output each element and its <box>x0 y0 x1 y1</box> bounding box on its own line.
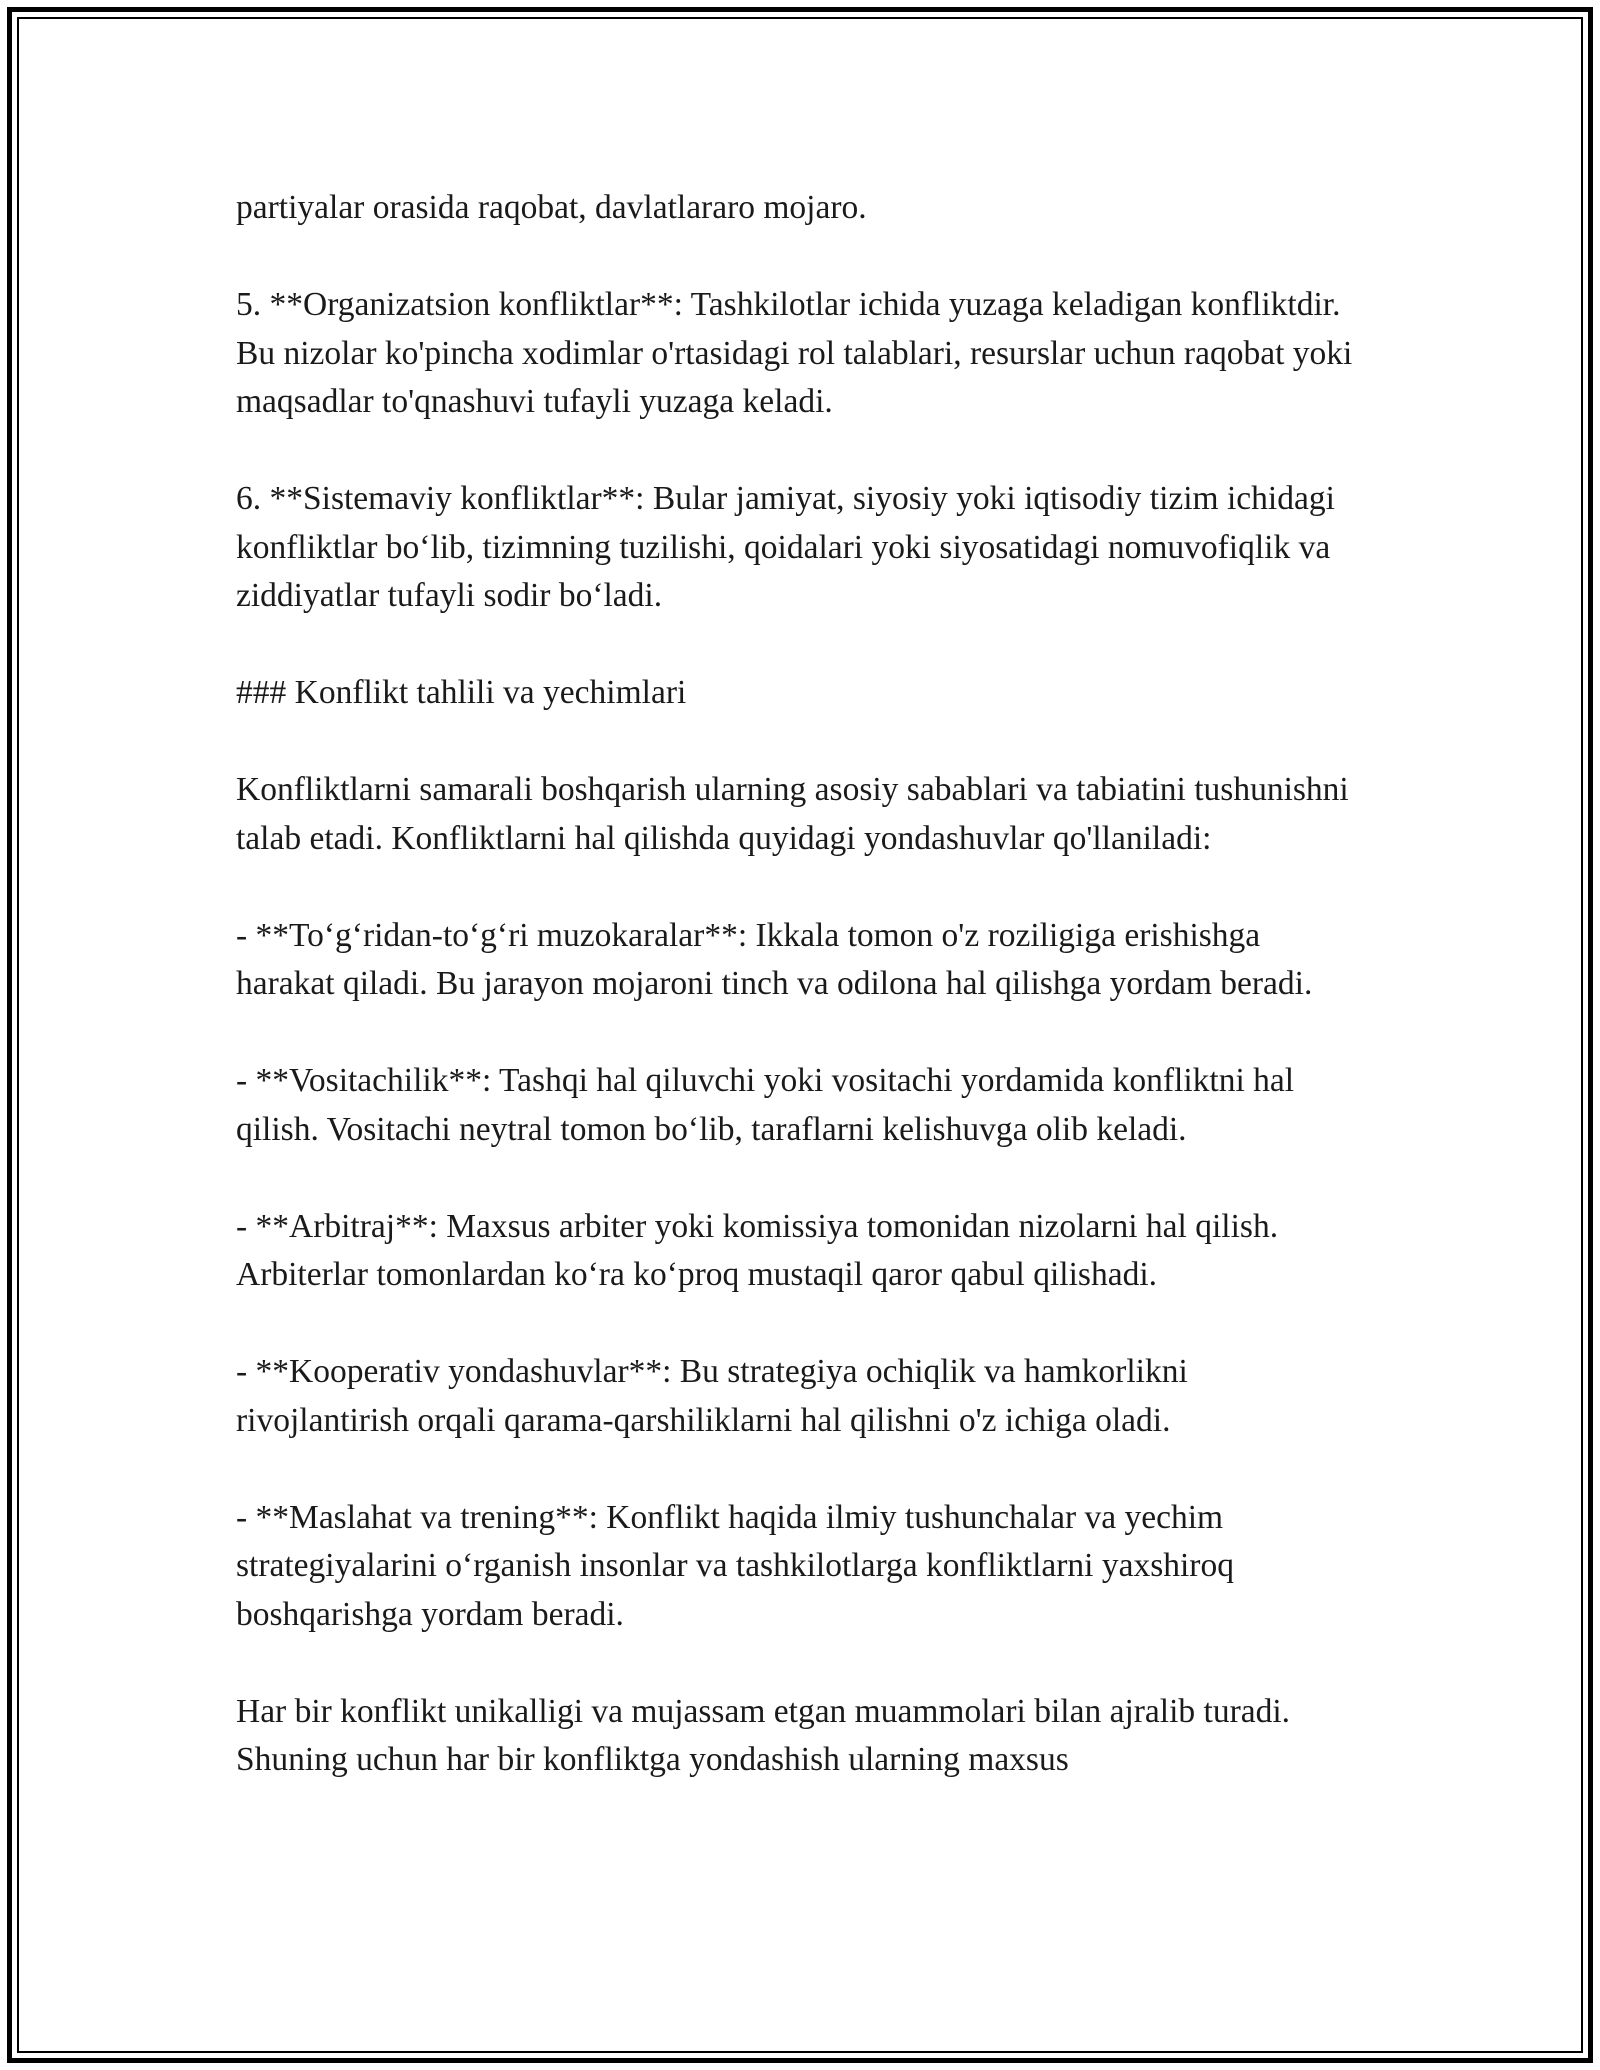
paragraph-intro-tail: partiyalar orasida raqobat, davlatlararo mojaro. <box>236 189 867 226</box>
paragraph-systemic-conflicts: 6. **Sistemaviy konfliktlar**: Bular jamiyat, siyosiy yoki iqtisodiy tizim ichidagi konfliktlar bo‘lib, tizimning tuzilishi, qoidalari yoki siyosatidagi nomuvofiqlik va ziddiyatlar tufayli sodir bo‘ladi. <box>236 480 1335 614</box>
section-heading: ### Konflikt tahlili va yechimlari <box>236 674 687 711</box>
list-item-mediation: - **Vositachilik**: Tashqi hal qiluvchi yoki vositachi yordamida konfliktni hal qilish. Vositachi neytral tomon bo‘lib, taraflarni kelishuvga olib keladi. <box>236 1062 1295 1148</box>
list-item-counseling-training: - **Maslahat va trening**: Konflikt haqida ilmiy tushunchalar va yechim strategiyalarini o‘rganish insonlar va tashkilotlarga konfliktlarni yaxshiroq boshqarishga yordam beradi. <box>236 1498 1234 1633</box>
paragraph-conflict-management: Konfliktlarni samarali boshqarish ularning asosiy sabablari va tabiatini tushunishni talab etadi. Konfliktlarni hal qilishda quyidagi yondashuvlar qo'llaniladi: <box>236 771 1349 857</box>
list-item-direct-negotiations: - **To‘g‘ridan-to‘g‘ri muzokaralar**: Ikkala tomon o'z roziligiga erishishga harakat qiladi. Bu jarayon mojaroni tinch va odilona hal qilishga yordam beradi. <box>236 916 1313 1002</box>
paragraph-organizational-conflicts: 5. **Organizatsion konfliktlar**: Tashkilotlar ichida yuzaga keladigan konfliktdir. Bu nizolar ko'pincha xodimlar o'rtasidagi rol talablari, resurslar uchun raqobat yoki maqsadlar to'qnashuvi tufayli yuzaga keladi. <box>236 286 1353 420</box>
list-item-cooperative-approaches: - **Kooperativ yondashuvlar**: Bu strategiya ochiqlik va hamkorlikni rivojlantirish orqali qarama-qarshiliklarni hal qilishni o'z ichiga oladi. <box>236 1353 1188 1439</box>
document-body <box>236 184 1366 1785</box>
list-item-arbitration: - **Arbitraj**: Maxsus arbiter yoki komissiya tomonidan nizolarni hal qilish. Arbiterlar tomonlardan ko‘ra ko‘proq mustaqil qaror qabul qilishadi. <box>236 1207 1279 1293</box>
paragraph-conclusion: Har bir konflikt unikalligi va mujassam etgan muammolari bilan ajralib turadi. Shuning uchun har bir konfliktga yondashish ularning maxsus <box>236 1692 1291 1778</box>
